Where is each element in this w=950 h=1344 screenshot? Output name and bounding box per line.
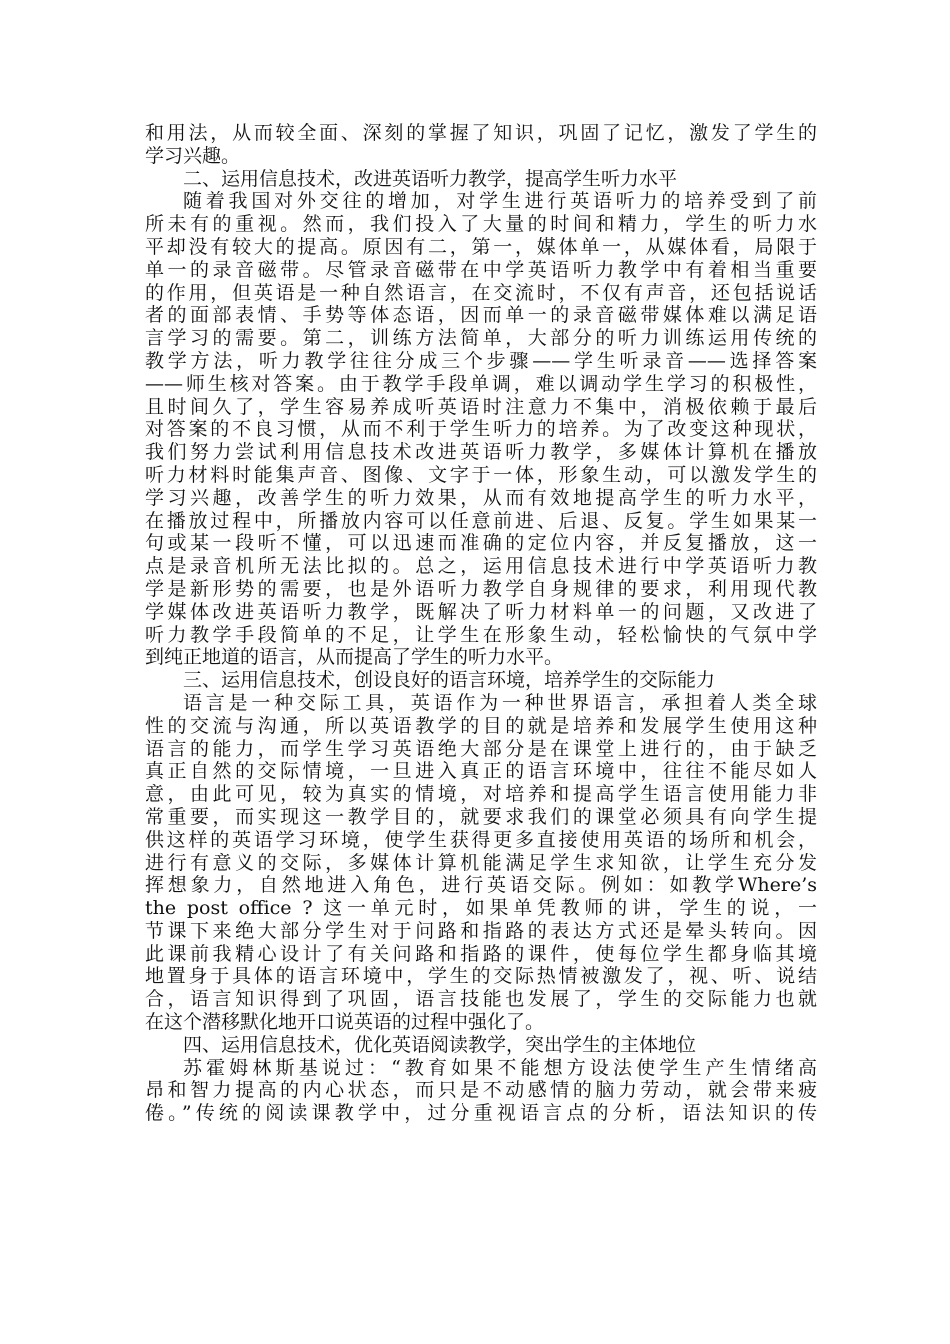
text-line: 常重要，而实现这一教学目的，就要求我们的课堂必须具有向学生提	[145, 805, 817, 828]
text-line: 教学方法，听力教学往往分成三个步骤——学生听录音——选择答案	[145, 349, 817, 372]
text-line: 听力材料时能集声音、图像、文字于一体，形象生动，可以激发学生的	[145, 463, 817, 486]
text-line: 到纯正地道的语言，从而提高了学生的听力水平。	[145, 646, 564, 669]
text-line: 学习兴趣。	[145, 144, 241, 167]
text-line: 言学习的需要。第二，训练方法简单，大部分的听力训练运用传统的	[145, 327, 817, 350]
text-line: ——师生核对答案。由于教学手段单调，难以调动学生学习的积极性，	[145, 372, 817, 395]
text-line: 苏霍姆林斯基说过：“教育如果不能想方设法使学生产生情绪高	[183, 1056, 817, 1079]
text-line: 和用法，从而较全面、深刻的掌握了知识，巩固了记忆，激发了学生的	[145, 122, 817, 144]
text-line: 供这样的英语学习环境，使学生获得更多直接使用英语的场所和机会，	[145, 828, 817, 851]
text-line: 此课前我精心设计了有关问路和指路的课件，使每位学生都身临其境	[145, 942, 817, 965]
text-line: 学是新形势的需要，也是外语听力教学自身规律的要求，利用现代教	[145, 577, 817, 600]
text-line: 对答案的不良习惯，从而不利于学生听力的培养。为了改变这种现状，	[145, 418, 817, 441]
text-line: 四、运用信息技术，优化英语阅读教学，突出学生的主体地位	[183, 1033, 697, 1056]
text-line: 意，由此可见，较为真实的情境，对培养和提高学生语言使用能力非	[145, 783, 817, 806]
text-line: 点是录音机所无法比拟的。总之，运用信息技术进行中学英语听力教	[145, 555, 817, 578]
text-line: 语言的能力，而学生学习英语绝大部分是在课堂上进行的，由于缺乏	[145, 737, 817, 760]
text-line: 合，语言知识得到了巩固，语言技能也发展了，学生的交际能力也就	[145, 988, 817, 1011]
text-line: 倦。”传统的阅读课教学中，过分重视语言点的分析，语法知识的传	[145, 1102, 817, 1125]
text-line: 的作用，但英语是一种自然语言，在交流时，不仅有声音，还包括说话	[145, 281, 817, 304]
text-line: 且时间久了，学生容易养成听英语时注意力不集中，消极依赖于最后	[145, 395, 817, 418]
text-line: 真正自然的交际情境，一旦进入真正的语言环境中，往往不能尽如人	[145, 760, 817, 783]
text-line: 语言是一种交际工具，英语作为一种世界语言，承担着人类全球	[183, 691, 817, 714]
document-body	[145, 122, 817, 1125]
text-line: 平却没有较大的提高。原因有二，第一，媒体单一，从媒体看，局限于	[145, 235, 817, 258]
text-line: 学习兴趣，改善学生的听力效果，从而有效地提高学生的听力水平，	[145, 486, 817, 509]
text-line: 学媒体改进英语听力教学，既解决了听力材料单一的问题，又改进了	[145, 600, 817, 623]
text-line: 所未有的重视。然而，我们投入了大量的时间和精力，学生的听力水	[145, 213, 817, 236]
text-line: 昂和智力提高的内心状态，而只是不动感情的脑力劳动，就会带来疲	[145, 1079, 817, 1102]
text-line: 节课下来绝大部分学生对于问路和指路的表达方式还是晕头转向。因	[145, 919, 817, 942]
text-line: 单一的录音磁带。尽管录音磁带在中学英语听力教学中有着相当重要	[145, 258, 817, 281]
text-line: 三、运用信息技术，创设良好的语言环境，培养学生的交际能力	[183, 669, 716, 692]
text-line: the post office ? 这一单元时，如果单凭教师的讲，学生的说，一	[145, 897, 817, 920]
text-line: 挥想象力，自然地进入角色，进行英语交际。例如：如教学Where’s	[145, 874, 817, 897]
text-line: 我们努力尝试利用信息技术改进英语听力教学，多媒体计算机在播放	[145, 441, 817, 464]
text-line: 句或某一段听不懂，可以迅速而准确的定位内容，并反复播放，这一	[145, 532, 817, 555]
text-line: 随着我国对外交往的增加，对学生进行英语听力的培养受到了前	[183, 190, 817, 213]
text-line: 进行有意义的交际，多媒体计算机能满足学生求知欲，让学生充分发	[145, 851, 817, 874]
text-line: 者的面部表情、手势等体态语，因而单一的录音磁带媒体难以满足语	[145, 304, 817, 327]
text-line: 地置身于具体的语言环境中，学生的交际热情被激发了，视、听、说结	[145, 965, 817, 988]
text-line: 在播放过程中，所播放内容可以任意前进、后退、反复。学生如果某一	[145, 509, 817, 532]
text-line: 听力教学手段简单的不足，让学生在形象生动，轻松愉快的气氛中学	[145, 623, 817, 646]
text-line: 在这个潜移默化地开口说英语的过程中强化了。	[145, 1011, 545, 1034]
text-line: 性的交流与沟通，所以英语教学的目的就是培养和发展学生使用这种	[145, 714, 817, 737]
text-line: 二、运用信息技术，改进英语听力教学，提高学生听力水平	[183, 167, 678, 190]
